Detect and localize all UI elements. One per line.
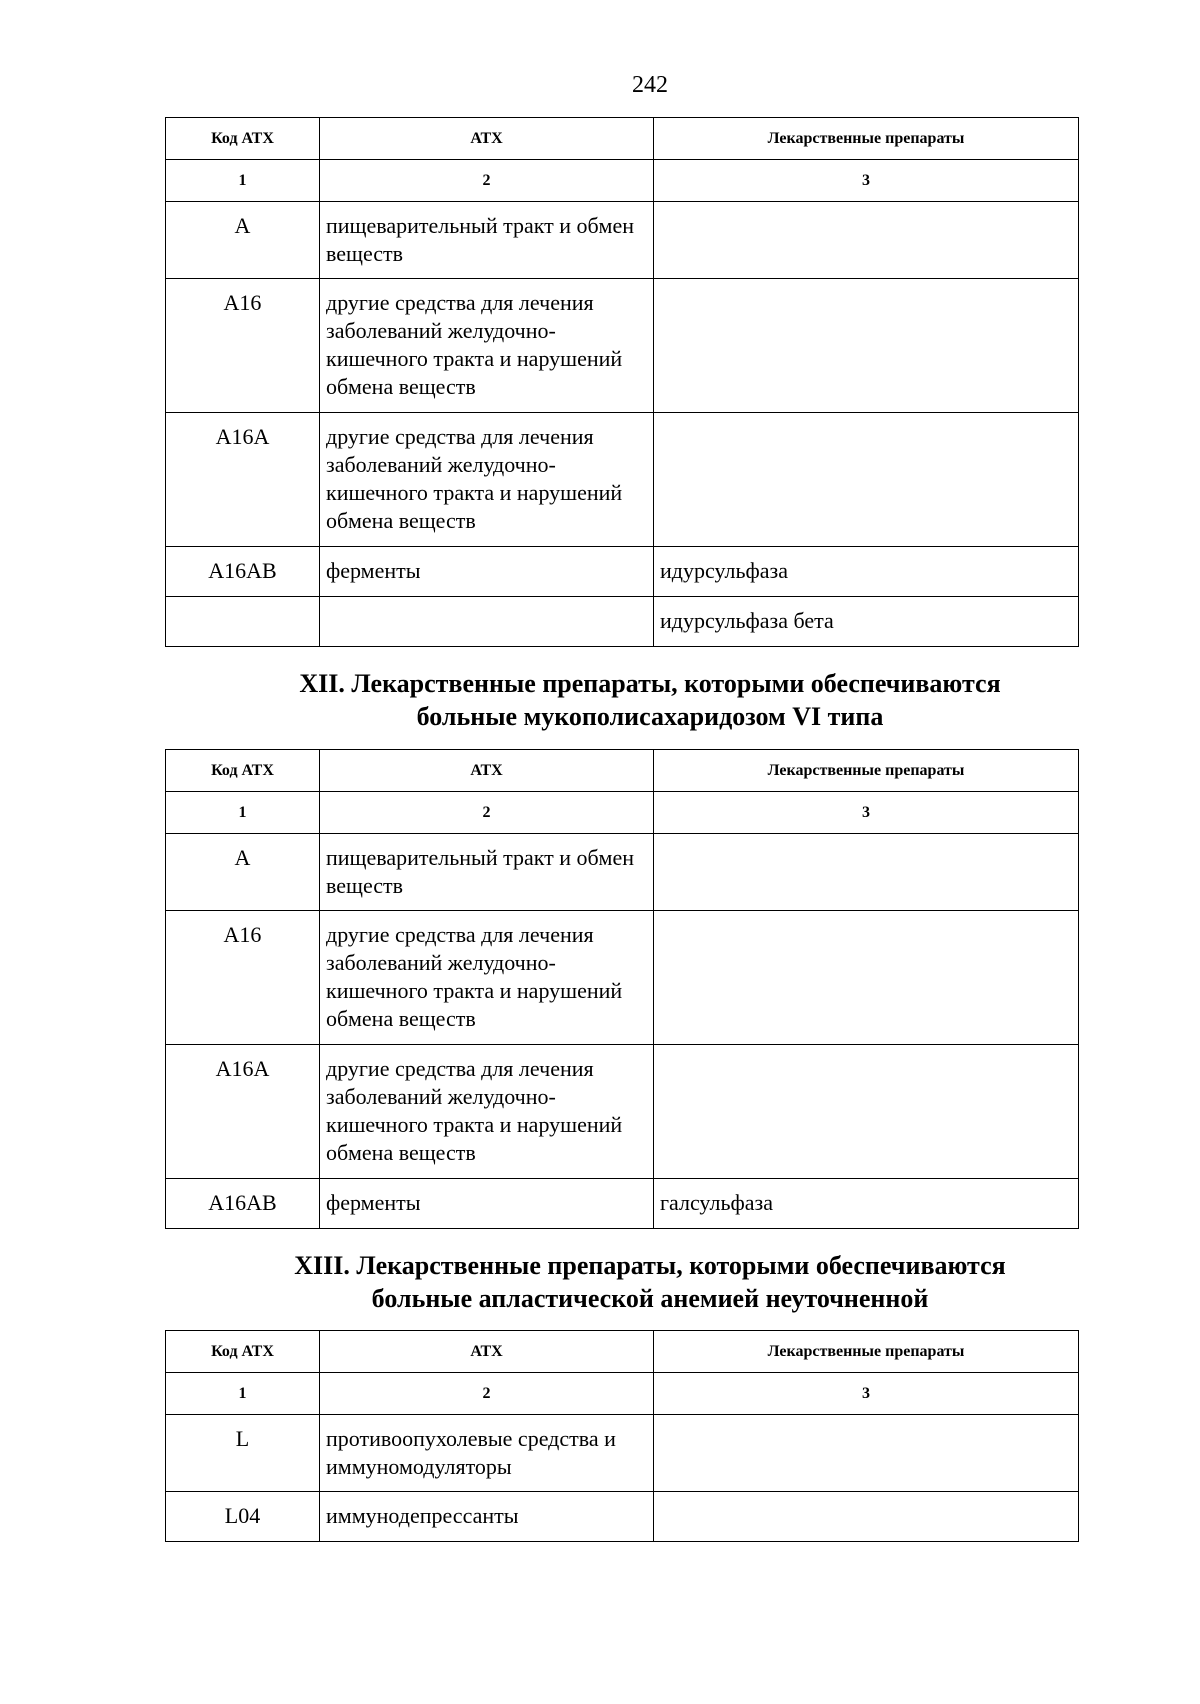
section-title-line: XIII. Лекарственные препараты, которыми обеспечиваются: [294, 1251, 1006, 1280]
header-atx: АТХ: [320, 1331, 654, 1373]
table-header-row: [166, 1331, 1079, 1373]
atx-code: L04: [166, 1492, 320, 1542]
atx-name: пищеварительный тракт и обмен веществ: [320, 834, 654, 911]
table-header-row: [166, 118, 1079, 160]
drug-name: галсульфаза: [654, 1179, 1079, 1229]
atx-code: А16АВ: [166, 547, 320, 597]
drug-name: [654, 279, 1079, 413]
column-number: 3: [654, 792, 1079, 834]
atx-name: противоопухолевые средства и иммуномодуляторы: [320, 1415, 654, 1492]
table-row: [166, 279, 1079, 413]
section-title-xiii: [150, 1249, 1150, 1315]
page-number: 242: [632, 72, 668, 98]
drug-name: [654, 834, 1079, 911]
atx-name: пищеварительный тракт и обмен веществ: [320, 202, 654, 279]
header-atx: АТХ: [320, 750, 654, 792]
atx-name: другие средства для лечения заболеваний желудочно-кишечного тракта и нарушений обмена веществ: [320, 911, 654, 1045]
column-number: 1: [166, 1373, 320, 1415]
drug-name: [654, 911, 1079, 1045]
header-drugs: Лекарственные препараты: [654, 750, 1079, 792]
table-row: [166, 547, 1079, 597]
table-row: [166, 1492, 1079, 1542]
column-number-row: [166, 792, 1079, 834]
drug-name: [654, 1415, 1079, 1492]
header-drugs: Лекарственные препараты: [654, 1331, 1079, 1373]
header-code: Код АТХ: [166, 1331, 320, 1373]
drug-name: идурсульфаза бета: [654, 597, 1079, 647]
atx-code: А16: [166, 279, 320, 413]
table-row: [166, 413, 1079, 547]
column-number: 2: [320, 792, 654, 834]
table-header-row: [166, 750, 1079, 792]
table-row: [166, 911, 1079, 1045]
atx-code: А16: [166, 911, 320, 1045]
table-row: [166, 1045, 1079, 1179]
table-row: [166, 834, 1079, 911]
atx-code: [166, 597, 320, 647]
table-row: [166, 1179, 1079, 1229]
column-number-row: [166, 160, 1079, 202]
atx-code: А16АВ: [166, 1179, 320, 1229]
table-row: [166, 597, 1079, 647]
atx-table-1: [165, 117, 1079, 647]
column-number: 2: [320, 1373, 654, 1415]
atx-code: А: [166, 202, 320, 279]
drug-name: идурсульфаза: [654, 547, 1079, 597]
drug-name: [654, 413, 1079, 547]
atx-name: другие средства для лечения заболеваний желудочно-кишечного тракта и нарушений обмена веществ: [320, 413, 654, 547]
section-title-xii: [150, 667, 1150, 733]
atx-name: [320, 597, 654, 647]
column-number: 3: [654, 160, 1079, 202]
drug-name: [654, 1045, 1079, 1179]
atx-code: А: [166, 834, 320, 911]
column-number: 1: [166, 160, 320, 202]
atx-name: другие средства для лечения заболеваний желудочно-кишечного тракта и нарушений обмена веществ: [320, 279, 654, 413]
table-row: [166, 202, 1079, 279]
header-atx: АТХ: [320, 118, 654, 160]
column-number: 3: [654, 1373, 1079, 1415]
atx-code: А16А: [166, 413, 320, 547]
column-number: 2: [320, 160, 654, 202]
header-code: Код АТХ: [166, 118, 320, 160]
header-drugs: Лекарственные препараты: [654, 118, 1079, 160]
atx-table-2: [165, 749, 1079, 1229]
column-number: 1: [166, 792, 320, 834]
atx-name: другие средства для лечения заболеваний желудочно-кишечного тракта и нарушений обмена веществ: [320, 1045, 654, 1179]
atx-table-3: [165, 1330, 1079, 1542]
atx-code: А16А: [166, 1045, 320, 1179]
atx-code: L: [166, 1415, 320, 1492]
atx-name: ферменты: [320, 1179, 654, 1229]
table-row: [166, 1415, 1079, 1492]
drug-name: [654, 1492, 1079, 1542]
drug-name: [654, 202, 1079, 279]
header-code: Код АТХ: [166, 750, 320, 792]
section-title-line: больные апластической анемией неуточненной: [371, 1284, 929, 1313]
atx-name: иммунодепрессанты: [320, 1492, 654, 1542]
section-title-line: больные мукополисахаридозом VI типа: [416, 702, 884, 731]
column-number-row: [166, 1373, 1079, 1415]
section-title-line: XII. Лекарственные препараты, которыми обеспечиваются: [299, 669, 1001, 698]
atx-name: ферменты: [320, 547, 654, 597]
